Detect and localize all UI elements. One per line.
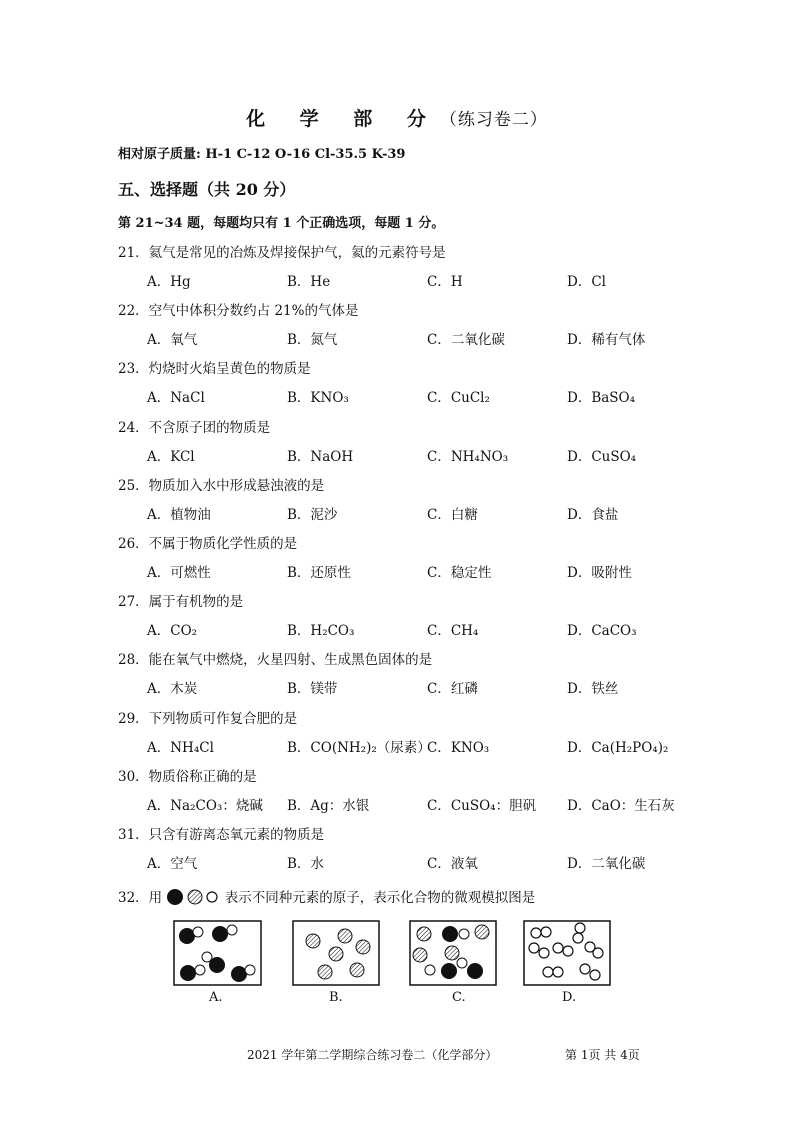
diagram-a-molecules: [179, 925, 255, 982]
question-option[interactable]: D．BaSO₄: [567, 390, 636, 407]
diagram-c-molecules: [413, 925, 489, 979]
q32-prefix: 32．用: [118, 890, 163, 906]
question-option[interactable]: A．空气: [147, 856, 198, 872]
question-option[interactable]: B．泥沙: [287, 506, 338, 523]
question-option[interactable]: D．吸附性: [567, 565, 632, 581]
question-stem: 24．不含原子团的物质是: [118, 419, 271, 436]
diagram-a-label: A.: [209, 990, 223, 1005]
question-option[interactable]: C．KNO₃: [427, 739, 490, 756]
question-option[interactable]: D．食盐: [567, 506, 619, 523]
question-option[interactable]: A．氧气: [147, 332, 198, 349]
question-option[interactable]: B．Ag：水银: [287, 797, 370, 814]
question-option[interactable]: D．CaO：生石灰: [567, 797, 675, 814]
question-option[interactable]: A．可燃性: [147, 565, 211, 581]
question-option[interactable]: C．H: [427, 274, 463, 290]
question-stem: 23．灼烧时火焰呈黄色的物质是: [118, 361, 311, 378]
question-stem: 30．物质俗称正确的是: [118, 768, 257, 785]
question-option[interactable]: A．植物油: [147, 506, 211, 523]
question-option[interactable]: B．KNO₃: [287, 390, 349, 407]
question-stem: 27．属于有机物的是: [118, 594, 244, 611]
question-stem: 22．空气中体积分数约占 21%的气体是: [118, 303, 359, 320]
question-option[interactable]: B．水: [287, 856, 324, 872]
question-option[interactable]: A．NH₄Cl: [147, 739, 214, 756]
question-option[interactable]: D．稀有气体: [567, 332, 646, 349]
section-heading: 五、选择题（共 20 分）: [118, 180, 296, 199]
question-option[interactable]: D．Ca(H₂PO₄)₂: [567, 739, 669, 756]
question-option[interactable]: C．CuCl₂: [427, 390, 490, 407]
footer-page-number: 第 1页 共 4页: [565, 1048, 640, 1062]
diagram-d-label: D.: [562, 990, 577, 1005]
question-stem: 31．只含有游离态氧元素的物质是: [118, 827, 325, 843]
question-stem: 29．下列物质可作复合肥的是: [118, 710, 298, 727]
question-option[interactable]: D．CaCO₃: [567, 623, 637, 640]
question-stem: 28．能在氧气中燃烧，火星四射、生成黑色固体的是: [118, 652, 433, 669]
question-option[interactable]: C．白糖: [427, 506, 478, 523]
footer-exam-name: 2021 学年第二学期综合练习卷二（化学部分）: [247, 1048, 498, 1062]
question-option[interactable]: C．二氧化碳: [427, 332, 505, 349]
q32-suffix: 表示不同种元素的原子，表示化合物的微观模拟图是: [224, 890, 536, 906]
title-main: 化 学 部 分: [246, 108, 440, 130]
title-sub: （练习卷二）: [439, 110, 548, 130]
question-stem: 26．不属于物质化学性质的是: [118, 536, 298, 552]
question-option[interactable]: D．Cl: [567, 274, 606, 290]
diagram-b-atoms: [306, 929, 370, 979]
question-option[interactable]: A．木炭: [147, 681, 198, 698]
question-option[interactable]: A．KCl: [147, 448, 195, 465]
diagram-d-molecules: [529, 923, 603, 980]
diagram-c-label: C.: [452, 990, 466, 1005]
question-option[interactable]: C．稳定性: [427, 565, 492, 581]
question-option[interactable]: A．NaCl: [147, 390, 205, 407]
question-option[interactable]: A．Na₂CO₃：烧碱: [147, 797, 263, 814]
diagram-b-label: B.: [329, 990, 343, 1005]
question-option[interactable]: B．还原性: [287, 565, 351, 581]
question-stem: 21．氦气是常见的冶炼及焊接保护气，氦的元素符号是: [118, 245, 446, 261]
question-option[interactable]: B．氮气: [287, 332, 338, 349]
question-option[interactable]: B．CO(NH₂)₂（尿素）: [287, 739, 431, 756]
question-option[interactable]: C．NH₄NO₃: [427, 448, 509, 465]
question-option[interactable]: D．铁丝: [567, 681, 619, 698]
question-option[interactable]: D．CuSO₄: [567, 448, 637, 465]
question-option[interactable]: B．He: [287, 274, 331, 290]
question-option[interactable]: A．Hg: [147, 274, 191, 290]
question-option[interactable]: C．CH₄: [427, 623, 479, 640]
question-option[interactable]: B．NaOH: [287, 448, 354, 465]
question-option[interactable]: C．CuSO₄：胆矾: [427, 797, 537, 814]
question-stem: 25．物质加入水中形成悬浊液的是: [118, 477, 325, 494]
atomic-masses: 相对原子质量: H-1 C-12 O-16 Cl-35.5 K-39: [118, 147, 406, 162]
question-option[interactable]: D．二氧化碳: [567, 856, 646, 872]
section-instructions: 第 21~34 题，每题均只有 1 个正确选项，每题 1 分。: [118, 216, 445, 231]
question-option[interactable]: A．CO₂: [147, 623, 198, 640]
question-option[interactable]: B．镁带: [287, 681, 338, 698]
question-option[interactable]: C．液氧: [427, 856, 478, 872]
question-option[interactable]: C．红磷: [427, 681, 478, 698]
question-option[interactable]: B．H₂CO₃: [287, 623, 355, 640]
